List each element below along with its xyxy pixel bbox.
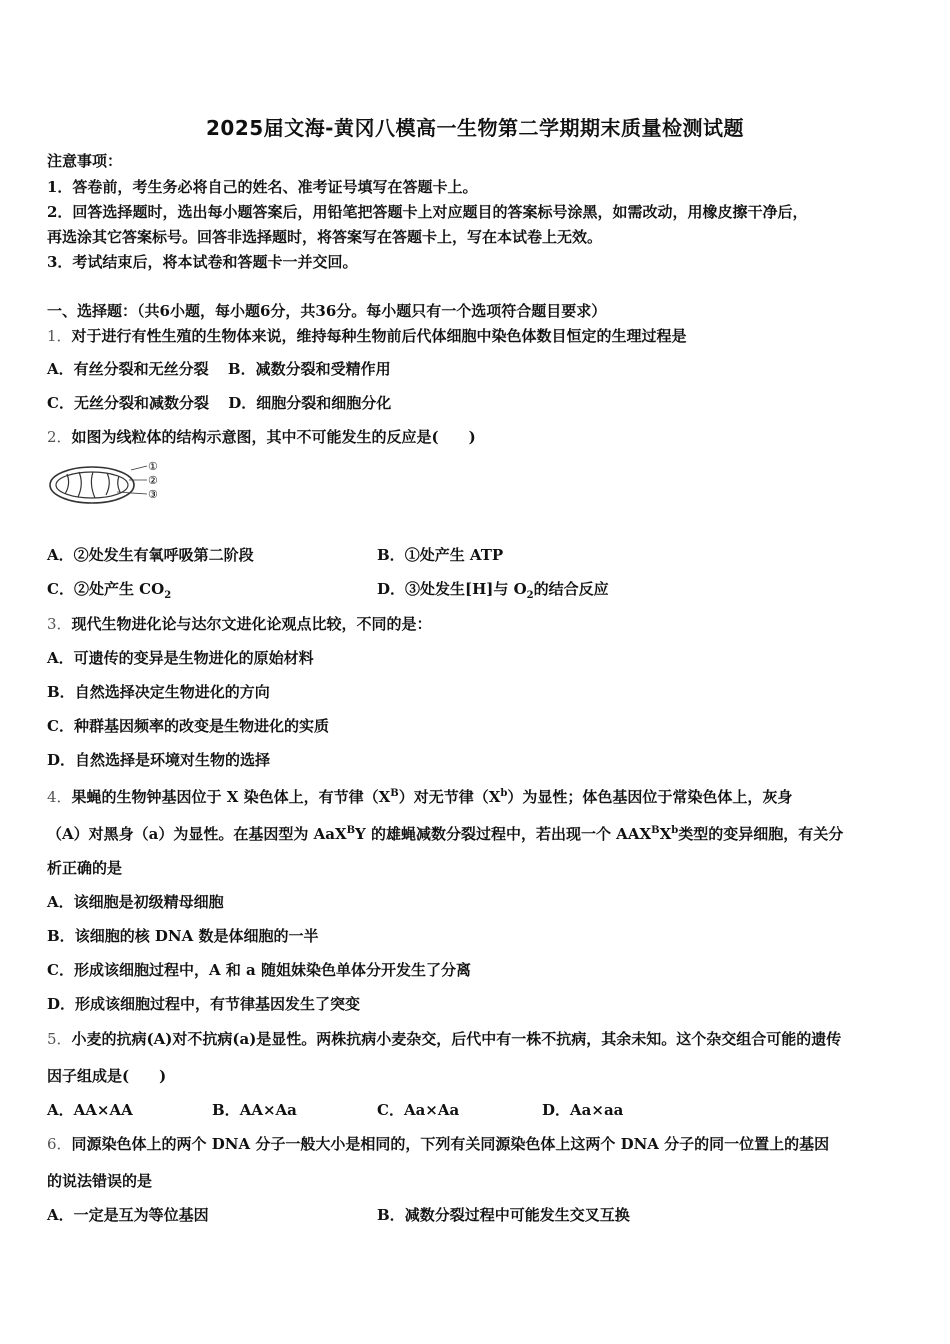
question-stem: Y 的雄蝇减数分裂过程中，若出现一个 AAX: [355, 825, 652, 843]
option-text: ①处产生 ATP: [404, 546, 504, 564]
superscript: B: [390, 788, 399, 799]
option-key: A．: [47, 1206, 74, 1224]
diagram-label: ①: [148, 460, 158, 473]
option-text: 减数分裂和受精作用: [255, 360, 391, 378]
option-text: ②处产生 CO: [73, 580, 165, 598]
diagram-label: ③: [148, 488, 158, 501]
option-text: 自然选择决定生物进化的方向: [74, 683, 270, 701]
option-text: 有丝分裂和无丝分裂: [73, 360, 209, 378]
question-stem: 小麦的抗病(A)对不抗病(a)是显性。两株抗病小麦杂交，后代中有一株不抗病，其余未知。这个杂交组合可能的遗传: [71, 1030, 842, 1048]
option-key: B．: [47, 927, 75, 945]
option-b: [377, 1205, 630, 1225]
subscript: 2: [164, 590, 172, 601]
option-a: [47, 545, 254, 565]
option-key: C．: [377, 1101, 404, 1119]
option-key: D．: [542, 1101, 571, 1119]
option-text: 种群基因频率的改变是生物进化的实质: [73, 717, 329, 735]
option-key: B．: [212, 1101, 240, 1119]
option-text: ②处发生有氧呼吸第二阶段: [73, 546, 254, 564]
option-d: [47, 750, 270, 770]
option-text: AA×Aa: [239, 1101, 297, 1119]
option-text: 形成该细胞过程中，有节律基因发生了突变: [75, 995, 361, 1013]
option-key: A．: [47, 1101, 74, 1119]
option-text: 一定是互为等位基因: [73, 1206, 209, 1224]
option-key: B．: [377, 1206, 405, 1224]
option-key: A．: [47, 649, 74, 667]
option-key: B．: [377, 546, 405, 564]
option-key: D．: [47, 751, 76, 769]
mitochondrion-diagram: [47, 458, 167, 508]
option-key: A．: [47, 546, 74, 564]
subscript: 2: [526, 590, 534, 601]
question-3: [47, 614, 432, 634]
question-4-line-3: 析正确的是: [47, 859, 123, 877]
option-a: [47, 1100, 133, 1120]
option-key: A．: [47, 360, 74, 378]
option-b: [212, 1100, 297, 1120]
question-stem: X: [659, 825, 672, 843]
question-6: [47, 1134, 829, 1154]
option-key: C．: [47, 394, 74, 412]
option-text: 无丝分裂和减数分裂: [73, 394, 209, 412]
notice-item: 1．答卷前，考生务必将自己的姓名、准考证号填写在答题卡上。: [47, 178, 478, 196]
question-5: [47, 1029, 841, 1049]
option-d: [542, 1100, 623, 1120]
question-4: [47, 784, 792, 807]
superscript: b: [671, 825, 679, 836]
question-number: 3．: [47, 615, 72, 633]
option-c: [377, 1100, 459, 1120]
option-text: Aa×Aa: [403, 1101, 460, 1119]
option-key: B．: [227, 360, 256, 378]
option-text: 可遗传的变异是生物进化的原始材料: [73, 649, 314, 667]
option-key: B．: [47, 683, 75, 701]
question-4-line-2: [47, 821, 843, 844]
question-number: 1．: [47, 327, 72, 345]
notice-item: 3．考试结束后，将本试卷和答题卡一并交回。: [47, 253, 358, 271]
question-number: 4．: [47, 788, 72, 806]
option-text: Aa×aa: [570, 1101, 624, 1119]
option-key: D．: [47, 995, 76, 1013]
superscript: B: [651, 825, 660, 836]
question-5-line-2: 因子组成是( ): [47, 1067, 167, 1085]
notice-item: 再选涂其它答案标号。回答非选择题时，将答案写在答题卡上，写在本试卷上无效。: [47, 228, 603, 246]
notice-heading: 注意事项：: [47, 152, 123, 170]
question-2: [47, 427, 476, 447]
question-stem: （A）对黑身（a）为显性。在基因型为 AaX: [47, 825, 347, 843]
option-text: 该细胞是初级精母细胞: [73, 893, 224, 911]
option-d: [377, 579, 609, 606]
superscript: b: [500, 788, 508, 799]
notice-item: 2．回答选择题时，选出每小题答案后，用铅笔把答题卡上对应题目的答案标号涂黑，如需改动，用橡皮擦干净后，: [47, 203, 808, 221]
option-text: 减数分裂过程中可能发生交叉互换: [404, 1206, 630, 1224]
option-text: 自然选择是环境对生物的选择: [75, 751, 271, 769]
option-key: C．: [47, 580, 74, 598]
option-text: 的结合反应: [533, 580, 609, 598]
section-heading: 一、选择题：（共6小题，每小题6分，共36分。每小题只有一个选项符合题目要求）: [47, 302, 607, 320]
question-6-line-2: 的说法错误的是: [47, 1172, 153, 1190]
question-stem: ）对无节律（X: [398, 788, 501, 806]
question-stem: 果蝇的生物钟基因位于 X 染色体上，有节律（X: [71, 788, 391, 806]
question-stem: ）为显性；体色基因位于常染色体上，灰身: [507, 788, 793, 806]
question-stem: 同源染色体上的两个 DNA 分子一般大小是相同的，下列有关同源染色体上这两个 DNA 分子的同一位置上的基因: [71, 1135, 830, 1153]
question-stem: 类型的变异细胞，有关分: [678, 825, 844, 843]
q1-options-cd: [47, 393, 391, 413]
option-text: ③处发生[H]与 O: [405, 580, 527, 598]
option-key: D．: [377, 580, 406, 598]
option-key: A．: [47, 893, 74, 911]
superscript: B: [346, 825, 356, 836]
option-d: [47, 994, 360, 1014]
question-number: 6．: [47, 1135, 72, 1153]
option-text: 细胞分裂和细胞分化: [256, 394, 392, 412]
option-c: [47, 960, 471, 980]
option-a: [47, 892, 224, 912]
option-key: D．: [228, 394, 257, 412]
option-text: 形成该细胞过程中，A 和 a 随姐妹染色单体分开发生了分离: [73, 961, 471, 979]
page-title: 2025届文海-黄冈八模高一生物第二学期期末质量检测试题: [206, 116, 744, 140]
option-text: 该细胞的核 DNA 数是体细胞的一半: [74, 927, 319, 945]
option-b: [47, 926, 319, 946]
question-stem: 对于进行有性生殖的生物体来说，维持每种生物前后代体细胞中染色体数目恒定的生理过程是: [71, 327, 687, 345]
option-b: [47, 682, 270, 702]
option-key: C．: [47, 961, 74, 979]
question-number: 2．: [47, 428, 72, 446]
option-text: AA×AA: [73, 1101, 133, 1119]
question-stem: 如图为线粒体的结构示意图，其中不可能发生的反应是( ): [71, 428, 476, 446]
option-b: [377, 545, 503, 565]
option-c: [47, 716, 329, 736]
question-number: 5．: [47, 1030, 72, 1048]
question-1: [47, 326, 687, 346]
question-stem: 现代生物进化论与达尔文进化论观点比较，不同的是：: [71, 615, 432, 633]
option-c: [47, 579, 171, 606]
option-a: [47, 1205, 209, 1225]
diagram-label: ②: [148, 474, 158, 487]
q1-options-ab: [47, 359, 391, 379]
option-key: C．: [47, 717, 74, 735]
option-a: [47, 648, 314, 668]
